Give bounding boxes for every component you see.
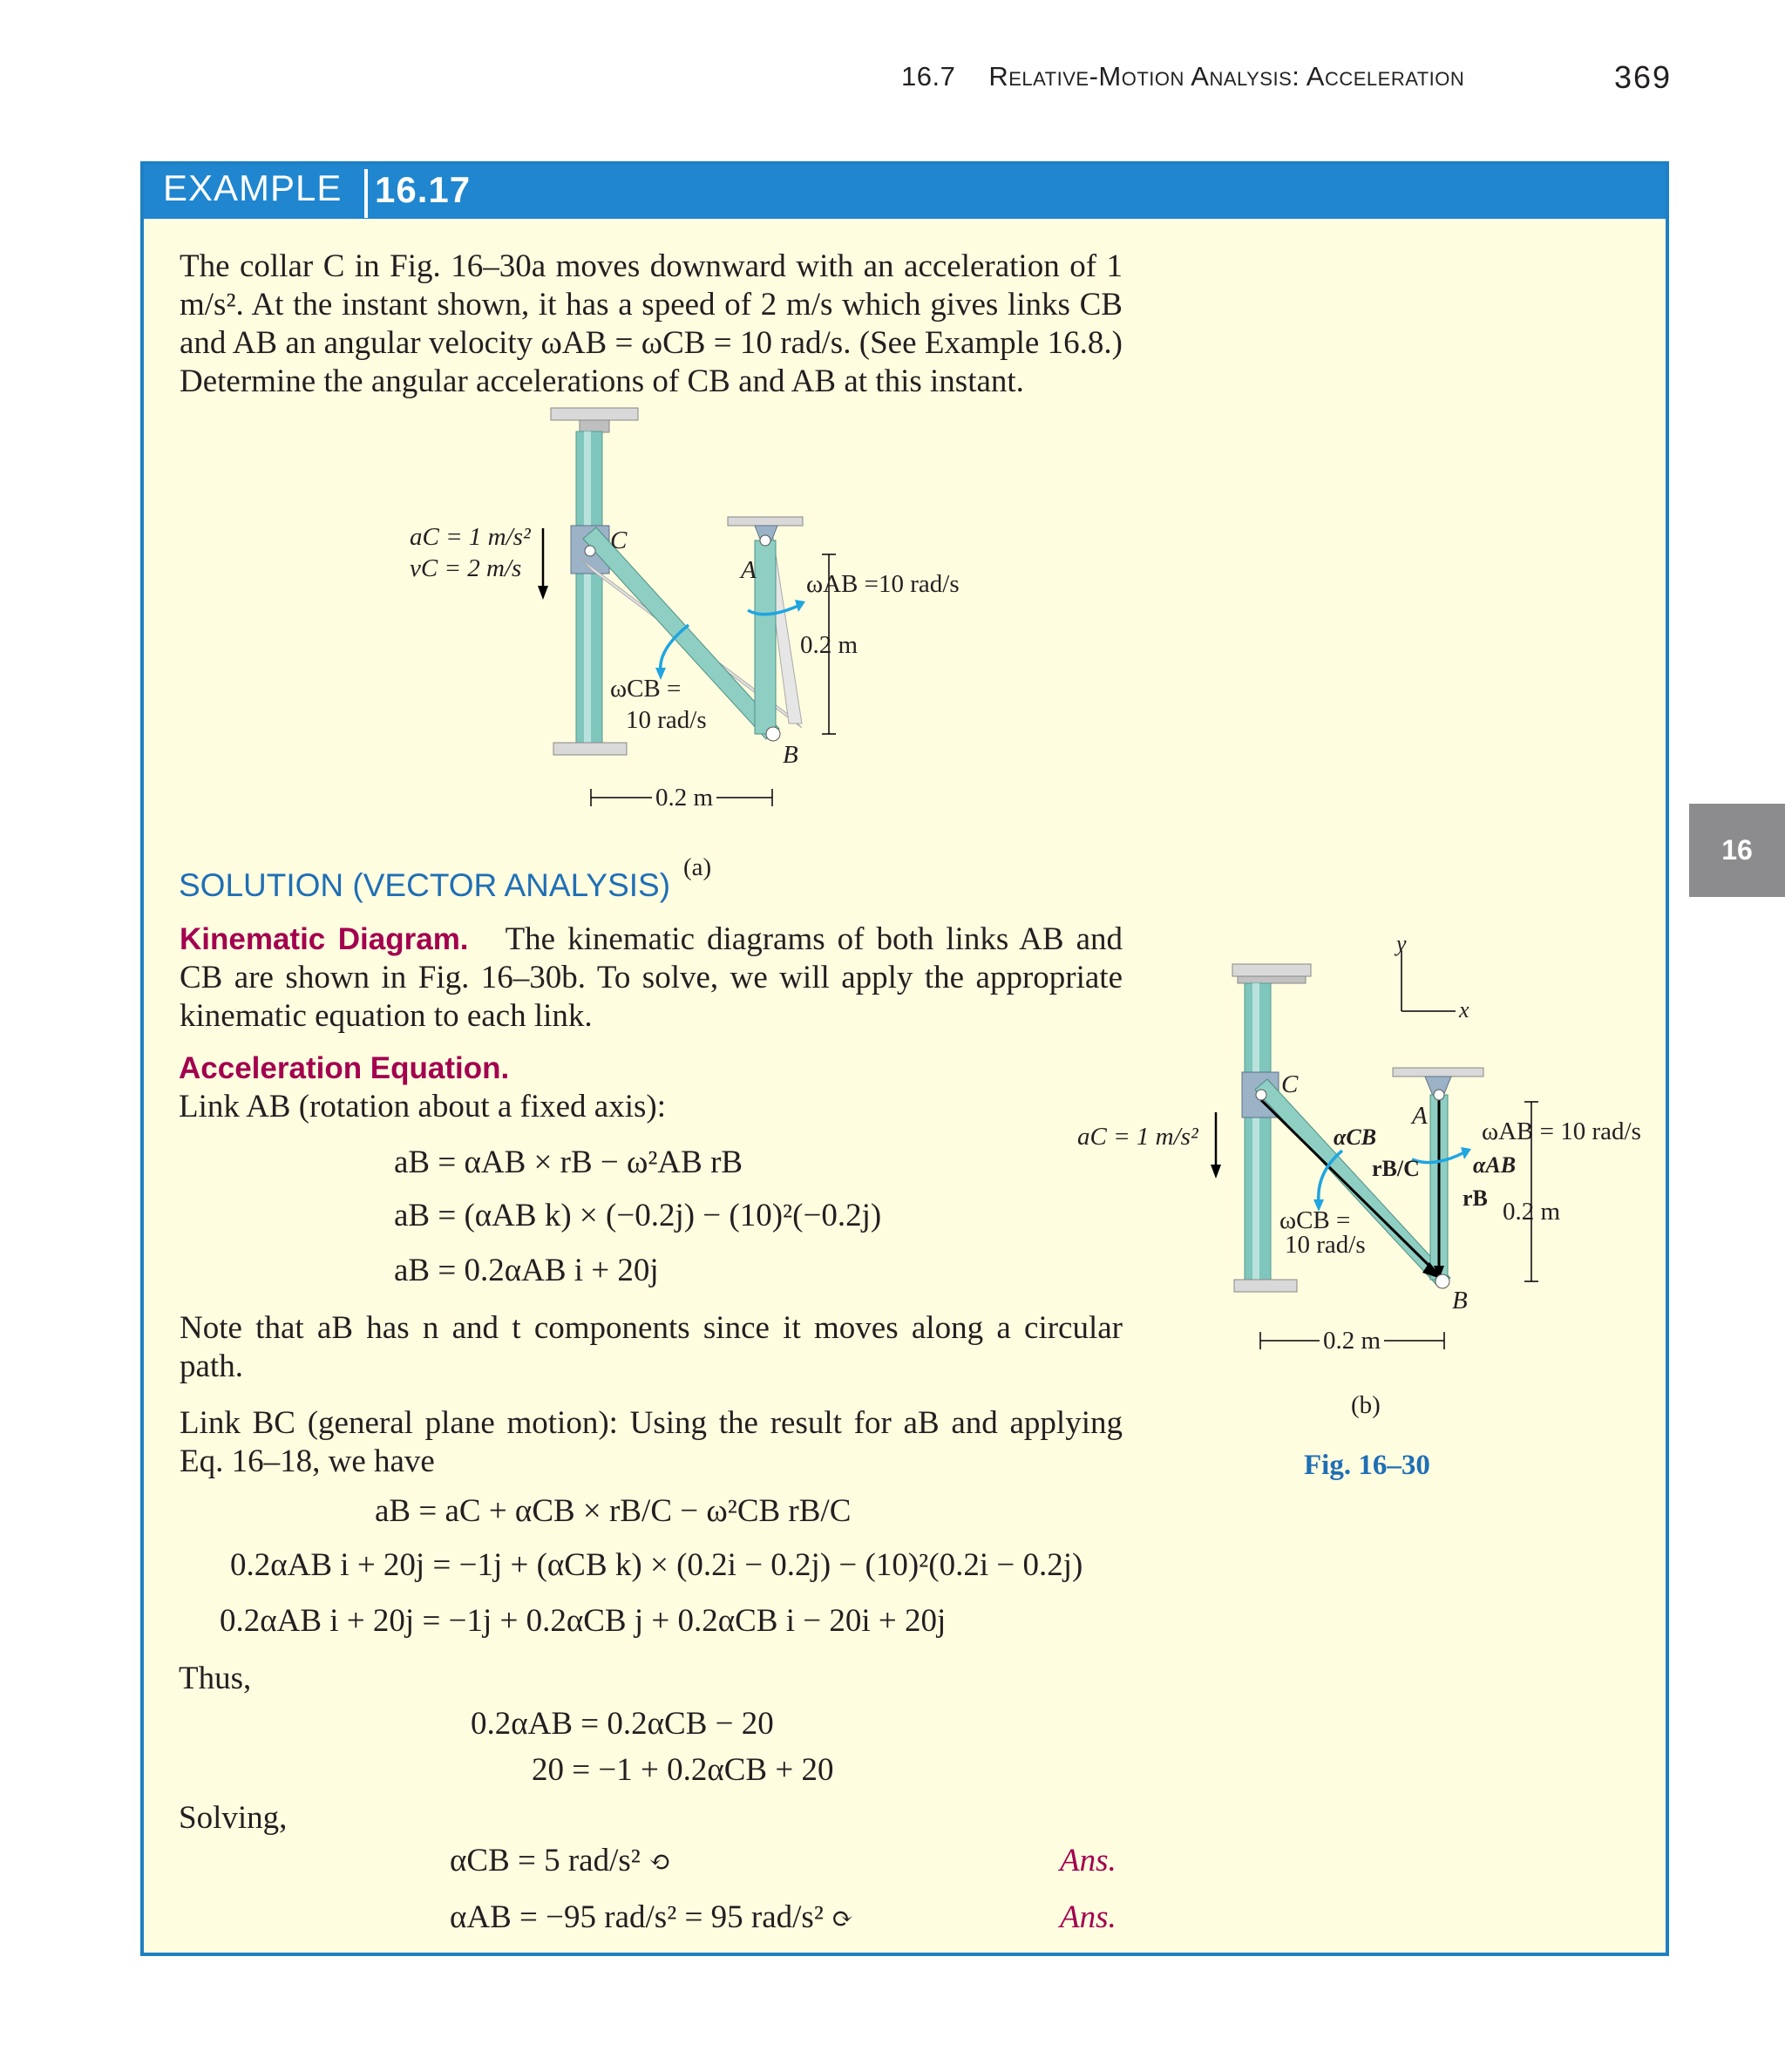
fig-b-label-x: x [1459, 997, 1469, 1022]
result-alpha-ab: αAB = −95 rad/s² = 95 rad/s² ⟳ [450, 1899, 854, 1935]
equation-8: 20 = −1 + 0.2αCB + 20 [532, 1752, 834, 1788]
guide-rod-highlight [584, 431, 591, 745]
fig-a-label-omega-ab: ωAB =10 rad/s [806, 570, 960, 598]
fig-a-caption: (a) [683, 853, 712, 881]
thus-text: Thus, [179, 1661, 252, 1696]
example-label: EXAMPLE [163, 167, 343, 208]
fig-b-label-height: 0.2 m [1503, 1198, 1561, 1226]
equation-2: aB = (αAB k) × (−0.2j) − (10)²(−0.2j) [394, 1198, 882, 1233]
fig-b-label-ac: aC = 1 m/s² [1077, 1123, 1198, 1151]
fig-b-label-C: C [1281, 1070, 1299, 1098]
answer-label-2: Ans. [1060, 1899, 1116, 1935]
fig-a-label-ac: aC = 1 m/s² [410, 523, 531, 551]
running-header [901, 61, 1464, 92]
acceleration-equation-heading: Acceleration Equation. [179, 1051, 510, 1085]
fig-a-label-width: 0.2 m [652, 784, 716, 812]
fig-b-label-r-b: rB [1463, 1185, 1488, 1211]
fig-b-label-alpha-ab: αAB [1473, 1152, 1517, 1178]
fig-a-label-omega-cb-2: 10 rad/s [626, 706, 707, 734]
support-bottom-b [1234, 1280, 1297, 1292]
fig-b-label-B: B [1452, 1287, 1468, 1315]
fig-b-label-r-bc: rB/C [1372, 1156, 1420, 1181]
fig-a-label-C: C [610, 526, 628, 554]
support-bottom [553, 743, 627, 755]
support-top [551, 408, 638, 420]
fig-a-label-B: B [783, 741, 798, 769]
link-ab-heading: Link AB (rotation about a fixed axis): [179, 1089, 666, 1124]
example-number: 16.17 [375, 169, 472, 210]
example-title-separator [364, 169, 368, 218]
fig-b-label-omega-ab: ωAB = 10 rad/s [1482, 1118, 1641, 1145]
result-alpha-cb: αCB = 5 rad/s² ⟲ [450, 1843, 671, 1878]
page-number: 369 [1614, 59, 1673, 95]
equation-1: aB = αAB × rB − ω²AB rB [394, 1145, 743, 1180]
support-top-b [1232, 964, 1311, 976]
fig-b-label-omega-cb-2: 10 rad/s [1285, 1231, 1366, 1259]
fig-b-caption: (b) [1351, 1391, 1381, 1419]
pin-B [766, 727, 780, 741]
answer-label-1: Ans. [1060, 1843, 1116, 1878]
solving-text: Solving, [179, 1800, 288, 1836]
support-top-bracket [580, 420, 609, 432]
kinematic-diagram-heading: Kinematic Diagram. [180, 922, 469, 956]
fig-b-label-alpha-cb: αCB [1334, 1124, 1377, 1150]
fig-a-label-vc: vC = 2 m/s [410, 554, 522, 582]
example-title-bar [144, 165, 1666, 219]
pin-C [585, 546, 595, 556]
equation-7: 0.2αAB = 0.2αCB − 20 [471, 1706, 774, 1742]
note-paragraph: Note that aB has n and t components since it moves along a circular path. [180, 1310, 1123, 1384]
equation-6: 0.2αAB i + 20j = −1j + 0.2αCB j + 0.2αCB i − 20i + 20j [220, 1603, 947, 1639]
fig-b-label-width: 0.2 m [1320, 1327, 1384, 1355]
support-A [728, 517, 803, 526]
fig-a-label-omega-cb-1: ωCB = [610, 675, 682, 703]
fig-a-label-A: A [741, 556, 757, 584]
kinematic-diagram-paragraph [180, 921, 1123, 1036]
ac-arrow-head [538, 586, 548, 600]
section-number: 16.7 [901, 61, 956, 92]
fig-b-label-y: y [1396, 931, 1407, 956]
link-AB [755, 540, 776, 734]
problem-statement: The collar C in Fig. 16–30a moves downward with an acceleration of 1 m/s². At the instant shown, it has a speed of 2 m/s which gives links CB and AB an angular velocity ωAB = ωCB = 10 rad/s. (See Example 16.8.) Determine the angular accelerations of CB and AB at this instant. [180, 248, 1123, 399]
fig-b-label-A: A [1412, 1102, 1428, 1130]
equation-4: aB = aC + αCB × rB/C − ω²CB rB/C [375, 1493, 852, 1529]
link-bc-paragraph: Link BC (general plane motion): Using the result for aB and applying Eq. 16–18, we have [180, 1405, 1123, 1479]
pin-A [760, 535, 770, 546]
support-A-b [1393, 1068, 1483, 1077]
kinematic-diagram-text: The kinematic diagrams of both links AB and CB are shown in Fig. 16–30b. To solve, we will apply the appropriate kinematic equation to each link. [180, 921, 1123, 1034]
equation-5: 0.2αAB i + 20j = −1j + (αCB k) × (0.2i − 0.2j) − (10)²(0.2i − 0.2j) [230, 1547, 1083, 1583]
fig-b-label-omega-cb-1: ωCB = [1279, 1206, 1351, 1234]
section-title: Relative-Motion Analysis: Acceleration [988, 61, 1465, 92]
chapter-tab[interactable]: 16 [1689, 804, 1785, 897]
fig-a-label-height: 0.2 m [800, 631, 859, 659]
equation-3: aB = 0.2αAB i + 20j [394, 1253, 659, 1288]
solution-heading: SOLUTION (VECTOR ANALYSIS) [179, 867, 671, 903]
figure-caption: Fig. 16–30 [1304, 1450, 1430, 1481]
